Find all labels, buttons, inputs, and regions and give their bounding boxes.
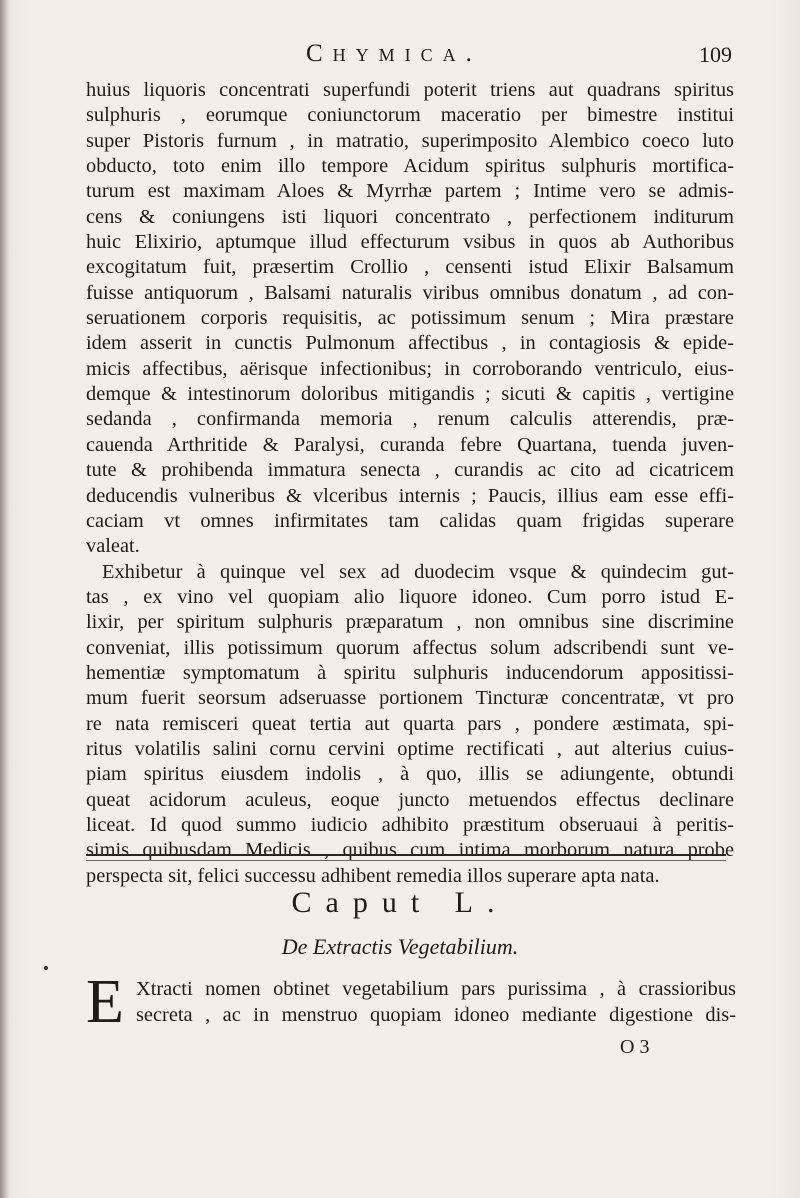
text-line: excogitatum fuit, præsertim Crollio , censenti istud Elixir Balsamum [86, 256, 734, 279]
text-line: caciam vt omnes infirmitates tam calidas quam frigidas superare [86, 509, 734, 532]
text-line: valeat. [86, 535, 140, 558]
text-line: conveniat, illis potissimum quorum affectus solum adscribendi sunt ve- [86, 636, 734, 659]
page-spine-shadow [0, 0, 10, 1198]
text-line: mum fuerit seorsum adseruasse portionem Tincturæ concentratæ, vt pro [86, 687, 734, 710]
text-line: ritus volatilis salini cornu cervini optime rectificati , aut alterius cuius- [86, 737, 734, 760]
text-line: liceat. Id quod summo iudicio adhibito præstitum obseruaui à peritis- [86, 813, 734, 836]
paragraph-start-line: Exhibetur à quinque vel sex ad duodecim vsque & quindecim gut- [102, 560, 734, 583]
text-line: queat acidorum aculeus, eoque juncto metuendos effectus declinare [86, 788, 734, 811]
text-line: simis quibusdam Medicis , quibus cum intima morborum natura probe [86, 839, 734, 862]
drop-cap: E [86, 968, 124, 1036]
running-title: Chymica. [306, 40, 482, 67]
margin-dot [44, 966, 48, 970]
text-line: seruationem corporis requisitis, ac potissimum senum ; Mira præstare [86, 307, 734, 330]
text-line: demque & intestinorum doloribus mitigandis ; sicuti & capitis , vertigine [86, 383, 734, 406]
text-line: tas , ex vino vel quopiam alio liquore idoneo. Cum porro istud E- [86, 585, 734, 608]
chapter-text-block [136, 976, 736, 1028]
main-text-block [86, 78, 734, 889]
text-line: sedanda , confirmanda memoria , renum calculis atterendis, præ- [86, 408, 734, 431]
text-line: lixir, per spiritum sulphuris præparatum , non omnibus sine discrimine [86, 611, 734, 634]
text-line: obducto, toto enim illo tempore Acidum spiritus sulphuris mortifica- [86, 155, 734, 178]
signature-mark: O 3 [620, 1036, 650, 1058]
text-line: re nata remisceri queat tertia aut quarta pars , pondere æstimata, spi- [86, 712, 734, 735]
text-line: huius liquoris concentrati superfundi poterit triens aut quadrans spiritus [86, 79, 734, 101]
text-line: deducendis vulneribus & vlceribus internis ; Paucis, illius eam esse effi- [86, 484, 734, 507]
text-line: hementiæ symptomatum à spiritu sulphuris inducendorum appositissi- [86, 661, 734, 684]
text-line: huic Elixirio, aptumque illud effecturum vsibus in quos ab Authoribus [86, 231, 734, 254]
text-line: super Pistoris furnum , in matratio, superimposito Alembico coeco luto [86, 129, 734, 152]
text-line: idem asserit in cunctis Pulmonum affectibus , in contagiosis & epide- [86, 332, 734, 355]
text-line: cauenda Arthritide & Paralysi, curanda febre Quartana, tuenda juven- [86, 433, 734, 456]
page-number: 109 [699, 42, 732, 67]
section-divider-rule [86, 854, 726, 861]
text-line: Xtracti nomen obtinet vegetabilium pars purissima , à crassioribus [136, 978, 736, 1000]
chapter-title: Caput L. [291, 886, 509, 919]
text-line: piam spiritus eiusdem indolis , à quo, illis se adiungente, obtundi [86, 763, 734, 786]
text-line: turum est maximam Aloes & Myrrhæ partem ; Intime vero se admis- [86, 180, 734, 203]
text-line: sulphuris , eorumque coniunctorum maceratio per bimestre institui [86, 104, 734, 127]
running-head [86, 36, 732, 72]
text-line: secreta , ac in menstruo quopiam idoneo mediante digestione dis- [136, 1004, 736, 1026]
text-line: tute & prohibenda immatura senecta , curandis ac cito ad cicatricem [86, 459, 734, 482]
chapter-subtitle: De Extractis Vegetabilium. [281, 934, 519, 959]
text-line: fuisse antiquorum , Balsami naturalis viribus omnibus donatum , ad con- [86, 281, 734, 304]
text-line: micis affectibus, aërisque infectionibus; in corroborando ventriculo, eius- [86, 357, 734, 380]
text-line: cens & coniungens isti liquori concentrato , perfectionem inditurum [86, 205, 734, 228]
text-line: perspecta sit, felici successu adhibent remedia illos superare apta nata. [86, 864, 660, 887]
